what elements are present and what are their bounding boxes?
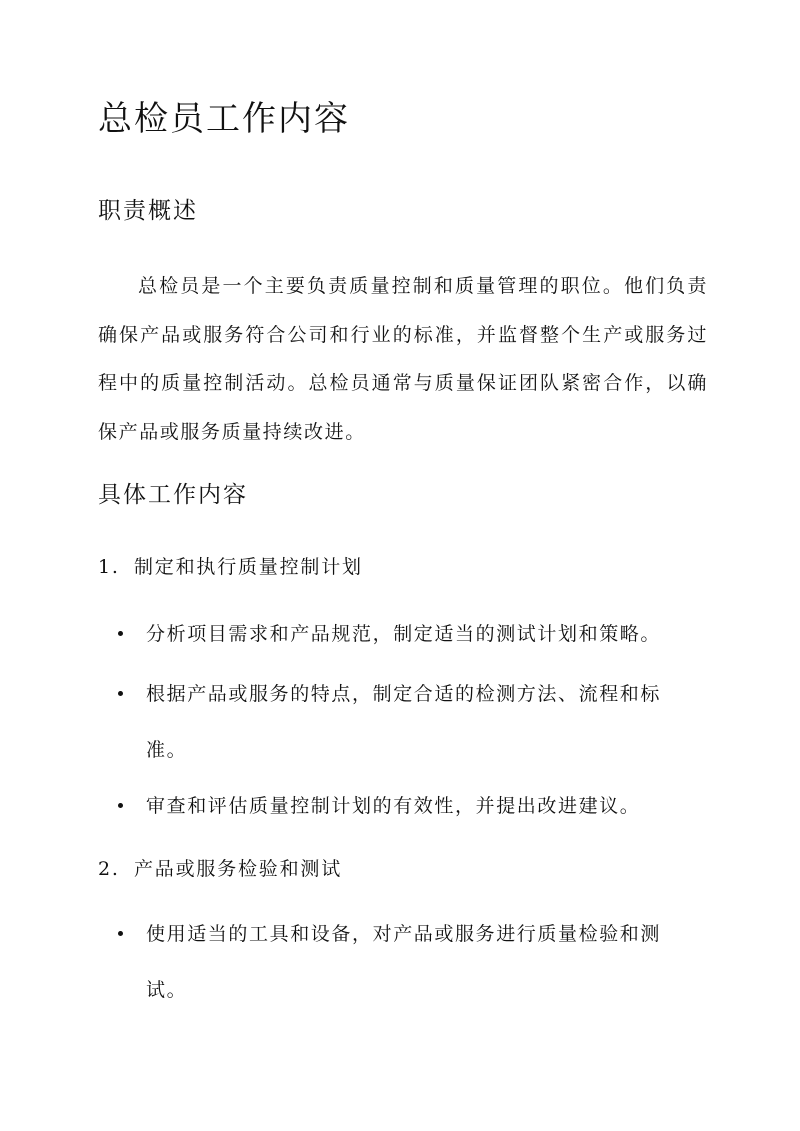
overview-paragraph: 总检员是一个主要负责质量控制和质量管理的职位。他们负责确保产品或服务符合公司和行业的标准，并监督整个生产或服务过程中的质量控制活动。总检员通常与质量保证团队紧密合作，以确保产品或服务质量持续改进。 (98, 275, 708, 443)
section-number: 1. (98, 556, 120, 578)
bullet-text: 使用适当的工具和设备，对产品或服务进行质量检验和测试。 (146, 923, 662, 1001)
section-number: 2. (98, 858, 120, 880)
section-heading-1 (98, 552, 363, 582)
bullet-dot-icon (118, 691, 123, 696)
bullet-dot-icon (118, 631, 123, 636)
bullet-item (118, 906, 698, 1018)
bullet-item (118, 666, 698, 778)
overview-heading: 职责概述 (98, 198, 198, 224)
details-heading: 具体工作内容 (98, 482, 248, 508)
section-title: 制定和执行质量控制计划 (134, 556, 363, 578)
section-heading-2 (98, 854, 342, 884)
section-title: 产品或服务检验和测试 (134, 858, 343, 880)
bullet-item (118, 778, 698, 834)
bullet-text: 分析项目需求和产品规范，制定适当的测试计划和策略。 (146, 623, 662, 645)
bullet-dot-icon (118, 803, 123, 808)
bullet-dot-icon (118, 931, 123, 936)
document-title: 总检员工作内容 (98, 99, 350, 139)
bullet-text: 根据产品或服务的特点，制定合适的检测方法、流程和标准。 (146, 683, 662, 761)
bullet-item (118, 606, 698, 662)
bullet-text: 审查和评估质量控制计划的有效性，并提出改进建议。 (146, 795, 641, 817)
